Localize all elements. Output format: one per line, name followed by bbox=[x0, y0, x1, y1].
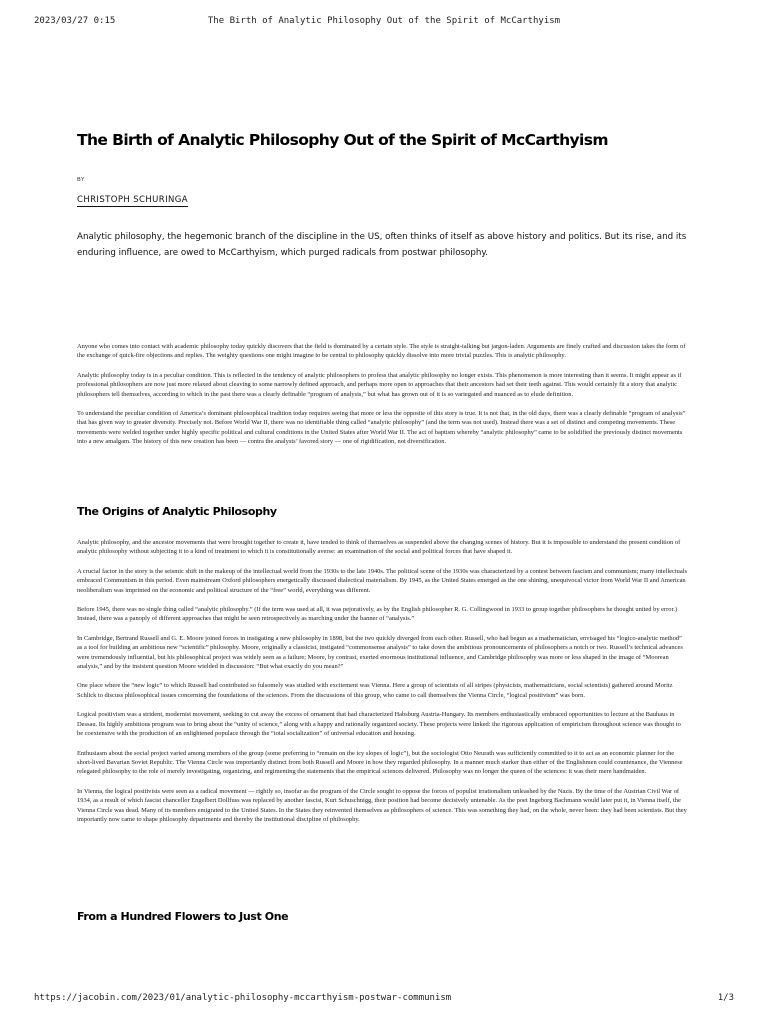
article-title: The Birth of Analytic Philosophy Out of the Spirit of McCarthyism bbox=[77, 131, 608, 149]
section-heading-origins: The Origins of Analytic Philosophy bbox=[77, 505, 277, 518]
byline-label: BY bbox=[77, 177, 85, 183]
section-heading-flowers: From a Hundred Flowers to Just One bbox=[77, 910, 289, 923]
paragraph: Analytic philosophy today is in a peculiar condition. This is reflected in the tendency of analytic philosophers to profess that analytic philosophy no longer exists. This phenomenon is more interesting than it seems. It might appear as if professional philosophers are now just more relaxed about cleaving to some narrowly defined approach, and perhaps more open to approaches that their ancestors had set their teeth against. This would certainly fit a story that analytic philosophers tell themselves, according to which in the past there was a clearly definable “program of analysis,” but what has grown out of it is so variegated and nuanced as to elude definition. bbox=[77, 371, 682, 398]
print-url: https://jacobin.com/2023/01/analytic-philosophy-mccarthyism-postwar-communism bbox=[34, 993, 452, 1003]
print-timestamp: 2023/03/27 0:15 bbox=[34, 16, 116, 26]
author-link[interactable]: CHRISTOPH SCHURINGA bbox=[77, 195, 188, 205]
paragraph: Logical positivism was a strident, modernist movement, seeking to cut away the excess of ornament that had characterized Habsburg Austria-Hungary. Its members enthusiastically embraced opportunities to lecture at the Bauhaus in Dessau. Its highly ambitious program was to bring about the “unity of science,” along with a happy and rationally organized society. These projects were linked: the rigorous application of empiricism throughout science was thought to be coextensive with the production of an enlightened populace through the “total socialization” of universal education and housing. bbox=[77, 711, 681, 738]
paragraph: In Vienna, the logical positivists were seen as a radical movement — rightly so, insofar as the program of the Circle sought to oppose the forces of populist irrationalism unleashed by the Nazis. By the time of the Austrian Civil War of 1934, as a result of which fascist chancellor Engelbert Dollfuss was replaced by another fascist, Kurt Schuschnigg, their position had become decisively untenable. As the poet Ingeborg Bachmann would later put it, in Vienna itself, the Vienna Circle was dead. Many of its members emigrated to the United States. In the States they reinvented themselves as philosophers of science. This was something they had, on the whole, never been: they had been scientists. But they importantly now came to shape philosophy departments and thereby the institutional discipline of philosophy. bbox=[77, 787, 687, 823]
print-page-number: 1/3 bbox=[717, 993, 734, 1003]
print-header bbox=[34, 16, 734, 30]
intro-section bbox=[77, 342, 688, 457]
byline bbox=[77, 177, 188, 207]
paragraph: In Cambridge, Bertrand Russell and G. E. Moore joined forces in instigating a new philosophy in 1898, but the two quickly diverged from each other. Russell, who had begun as a mathematician, envisaged his “logico-analytic method” as a tool for building an ambitious new “scientific” philosophy. Moore, originally a classicist, instigated “commonsense analysis” to take down the ambitious pronouncements of philosophers a notch or two. Russell’s technical advances were tremendously influential, but his philosophical project was widely seen as a failure; Moore, by contrast, exerted enormous institutional influence, and Cambridge philosophy was more or less shaped in the image of “Moorean analysis,” and by the insistent question Moore wielded in discussion: “But what exactly do you mean?” bbox=[77, 634, 683, 671]
paragraph: To understand the peculiar condition of America’s dominant philosophical tradition today requires seeing that more or less the opposite of this story is true. It is not that, in the old days, there was a clearly definable “program of analysis” that has given way to greater diversity. Precisely not. Before World War II, there was no identifiable thing called “analytic philosophy” (and the term was not used). Instead there was a set of distinct and competing movements. These movements were welded together under highly specific political and cultural conditions in the United States after World War II. The act of baptism whereby “analytic philosophy” came to be solidified the previously distinct movements into a new amalgam. The history of this new creation has been — contra the analysts’ favored story — one of rigidification, not diversification. bbox=[77, 410, 686, 446]
article-dek: Analytic philosophy, the hegemonic branch of the discipline in the US, often thinks of itself as above history and politics. But its rise, and its enduring influence, are owed to McCarthyism, which purged radicals from postwar philosophy. bbox=[77, 232, 687, 258]
print-footer bbox=[34, 993, 734, 1007]
origins-section bbox=[77, 538, 688, 834]
paragraph: Enthusiasm about the social project varied among members of the group (some preferring to “remain on the icy slopes of logic”), but the sociologist Otto Neurath was sufficiently committed to it to act as an economic planner for the short-lived Bavarian Soviet Republic. The Vienna Circle was importantly distinct from both Russell and Moore in how they regarded philosophy. In a manner much starker than either of the Englishmen could countenance, the Viennese relegated philosophy to the role of merely investigating, organizing, and regimenting the statements that the empirical sciences delivered. Philosophy was no longer the queen of the sciences: it was their mere handmaiden. bbox=[77, 749, 683, 776]
paragraph: Before 1945, there was no single thing called “analytic philosophy.” (If the term was used at all, it was pejoratively, as by the English philosopher R. G. Collingwood in 1933 to group together philosophers he thought united by error.) Instead, there was a panoply of different approaches that might be seen retrospectively as marching under the banner of “analysis.” bbox=[77, 606, 678, 623]
paragraph: A crucial factor in the story is the seismic shift in the makeup of the intellectual world from the 1930s to the late 1940s. The political scene of the 1930s was characterized by a contest between fascism and communism; many intellectuals embraced Communism in this period. Even mainstream Oxford philosophers energetically discussed dialectical materialism. By 1945, as the United States emerged as the one shining, unequivocal victor from World War II and American neoliberalism was imprinted on the economic and political structure of the “free” world, everything was different. bbox=[77, 567, 688, 594]
paragraph: One place where the “new logic” to which Russell had contributed so fulsomely was studied with excitement was Vienna. Here a group of scientists of all stripes (physicists, mathematicians, social scientists) gathered around Moritz Schlick to discuss philosophical issues concerning the foundations of the sciences. From the discussions of this group, who came to call themselves the Vienna Circle, “logical positivism” was born. bbox=[77, 682, 673, 699]
paragraph: Anyone who comes into contact with academic philosophy today quickly discovers that the field is dominated by a certain style. The style is straight-talking but jargon-laden. Arguments are finely crafted and discussion takes the form of the exchange of quick-fire objections and replies. The weighty questions one might imagine to be central to philosophy quickly dissolve into more trivial puzzles. This is analytic philosophy. bbox=[77, 343, 686, 360]
print-page-title: The Birth of Analytic Philosophy Out of the Spirit of McCarthyism bbox=[207, 16, 561, 26]
paragraph: Analytic philosophy, and the ancestor movements that were brought together to create it, have tended to think of themselves as suspended above the changing scenes of history. But it is impossible to understand the present condition of analytic philosophy without subjecting it to a kind of treatment to which it is constitutionally averse: an examination of the social and political forces that have shaped it. bbox=[77, 539, 681, 556]
